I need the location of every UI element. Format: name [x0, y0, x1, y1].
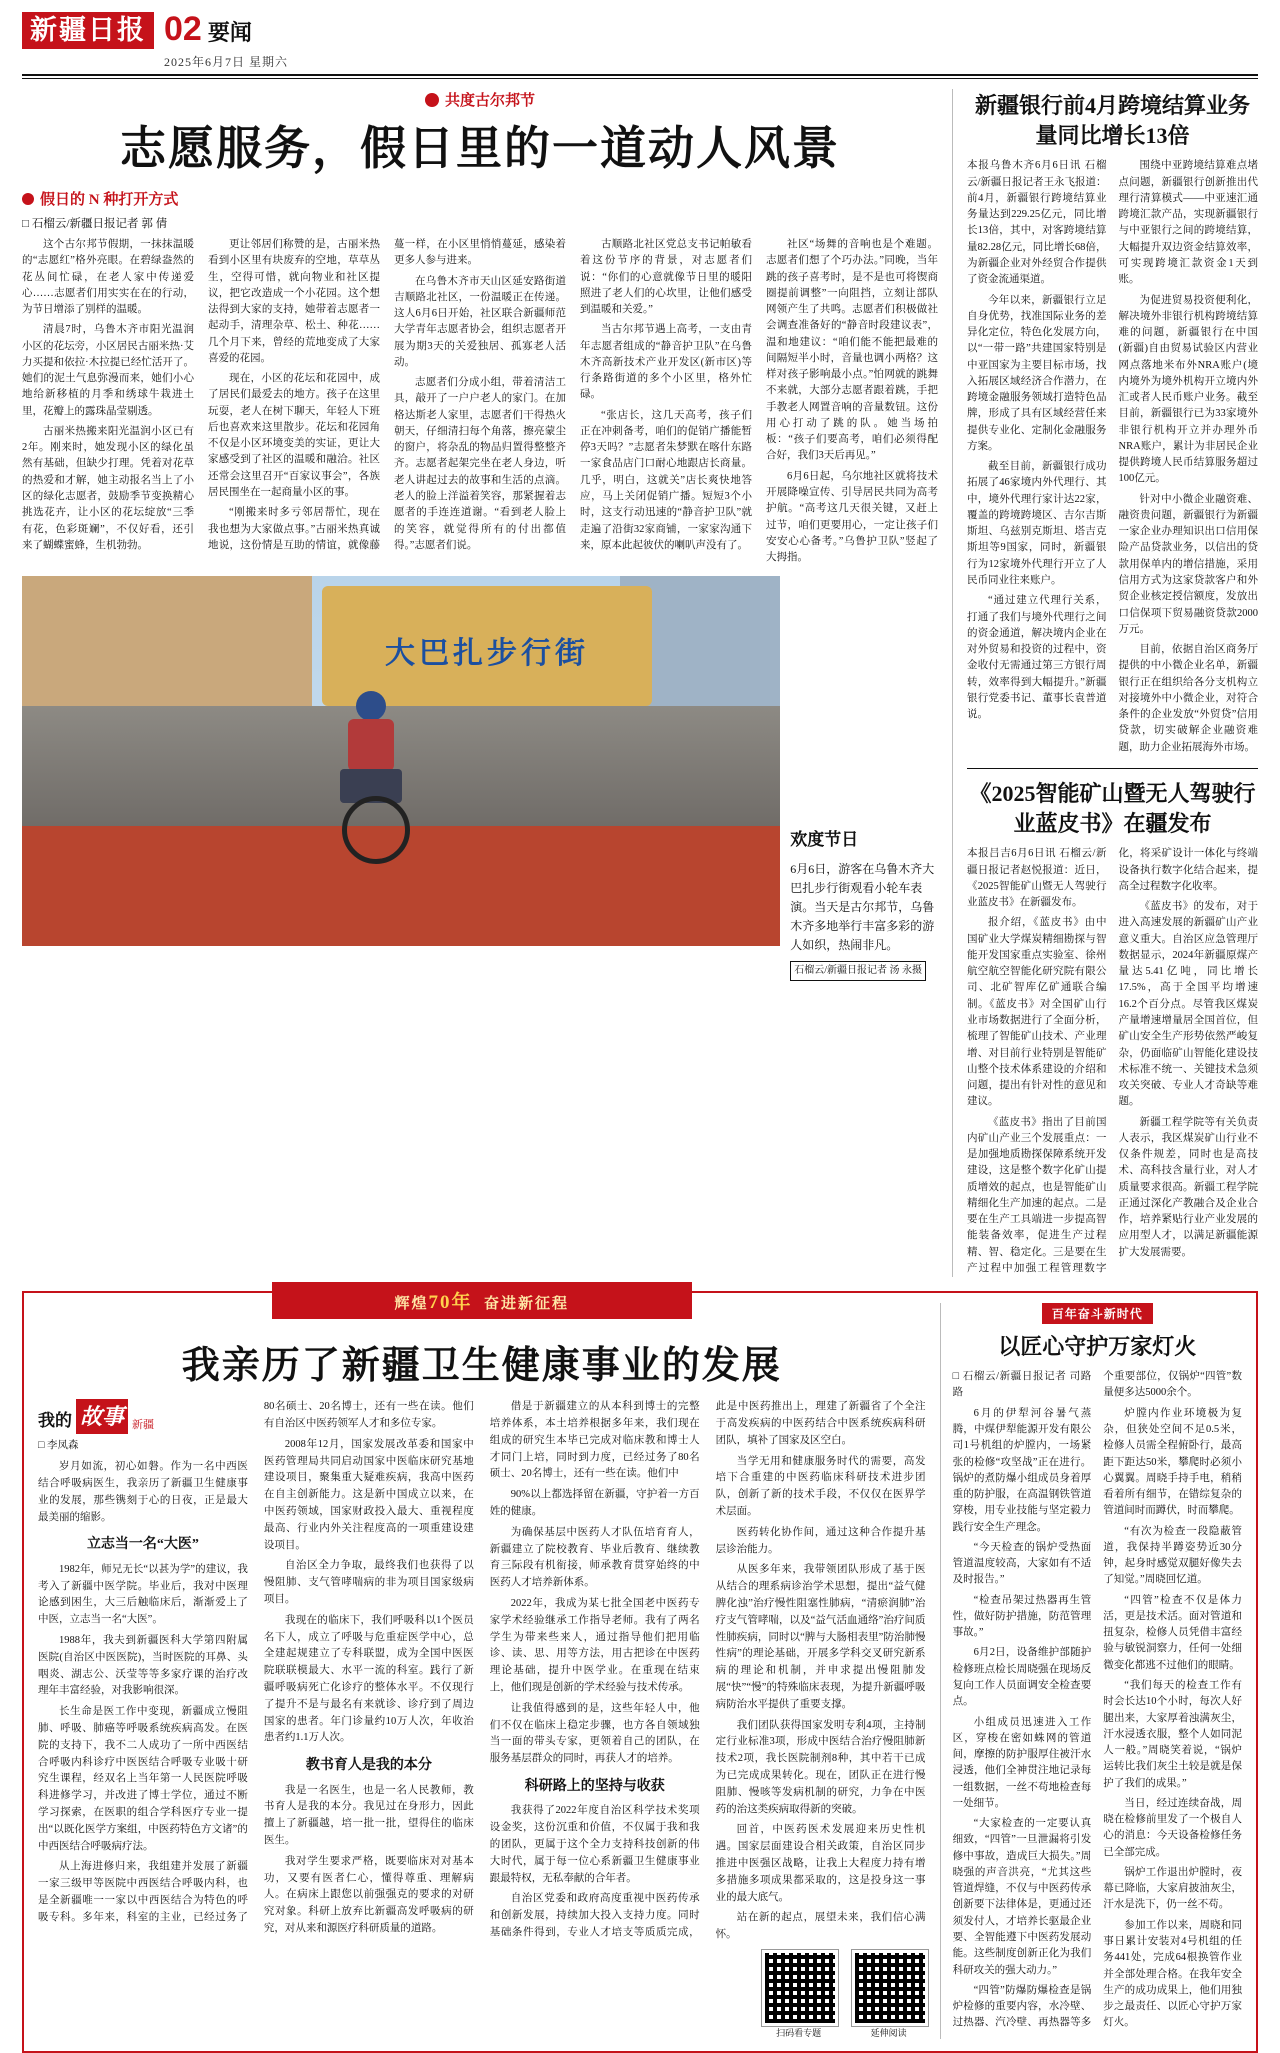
lead-paragraph: 更让邻居们称赞的是，古丽米热看到小区里有块废弃的空地，草草丛生，空得可惜，就向物业和社区提议，把它改造成一个小花园。这个想法得到大家的支持，她带着志愿者一起动手，清理杂草、松土、种花……几个月下来，曾经的荒地变成了大家喜爱的花园。: [208, 239, 380, 364]
right-top-paragraph: 本报乌鲁木齐6月6日讯 石榴云/新疆日报记者王永飞报道：前4月，新疆银行跨境结算业务量达到229.25亿元，同比增长13倍，其中，对客跨境结算量82.28亿元，同比增长68倍，为新疆企业对外经贸合作提供了资金流通渠道。: [967, 160, 1107, 286]
feature-banner-prefix: 辉煌: [394, 1296, 429, 1313]
feature-paragraph: 2022年，我成为某七批全国老中医药专家学术经验继承工作指导老师。我有了两名学生为带来些来人，通过指导他们把用临诊、读、思、用等方法，用古把诊在中医药理论基础，提升中医学业。在重现在结束上，他们现是创新的学术经验与技术传承。: [489, 1597, 700, 1693]
story-logo-part3: 新疆: [132, 1418, 155, 1431]
feature-subhead-1: 立志当一名“大医”: [86, 1537, 199, 1553]
lead-paragraph: 志愿者们分成小组，带着清洁工具，敲开了一户户老人的家门。在加格达斯老人家里，志愿者们干得热火朝天，仔细清扫每个角落，擦亮蒙尘的窗户，将杂乱的物品归置得整整齐齐。志愿者起架完坐在老人身边，听老人讲起过去的故事和生活的点滴。老人的脸上洋溢着笑容，那紧握着志愿者的手连连道谢。“看到老人脸上的笑容，就觉得所有的付出都值得。”志愿者们说。: [394, 377, 566, 551]
lead-paragraph: 当古尔邦节遇上高考，一支由青年志愿者组成的“静音护卫队”在乌鲁木齐高新技术产业开发区(新市区)等行条路街道的多个小区里，格外忙碌。: [580, 324, 752, 401]
feature-side-paragraph: “我们每天的检查工作有时会长达10个小时，每次人好腿出来，大家厚着浊满灰尘，汗水浸透衣服，整个人如同泥人一般。”周晓笑着说，“锅炉运转比我们灰尘土较是就是保护了我们的成果。”: [1103, 1680, 1242, 1789]
feature-subhead-3: 科研路上的坚持与收获: [524, 1778, 665, 1794]
qr-code-label: 延伸阅读: [870, 2027, 907, 2038]
feature-side-paragraph: 炉膛内作业环境极为复杂，但狭处空间不足0.5米，检修人员需全程俯卧行，最高距下距达50米，攀爬时必须小心翼翼。周晓手持手电，稍稍看着所有细节，在错综复杂的管道间时而蹲伏，时而攀爬。: [1103, 1407, 1242, 1517]
right-top-paragraph: 围绕中亚跨境结算难点堵点问题，新疆银行创新推出代理行清算模式——中亚速汇通跨境汇款产品，实现新疆银行与中亚银行之间的跨境结算，大幅提升双边资金结算效率，可实现跨境汇款资金1天到账。: [1118, 160, 1258, 286]
photo-caption-title: 欢度节日: [790, 830, 859, 850]
feature-paragraph: 我现在的临床下，我们呼吸科以1个医员名下人，成立了呼吸与危重症医学中心，总全建起规建立了专科联盟，成为全国中医医院联联模最大、水平一流的科室。践行了新疆呼吸病死亡化诊疗的整体水平。不仅现行了提升不是与最名有来就诊、诊疗到了周边国家的患者。年门诊量约10万人次，年收治患者约1.1万人次。: [263, 1614, 474, 1744]
feature-paragraph: 从上海进修归来，我组建并发展了新疆一家三级甲等医院中西医结合呼吸内科，也是全新疆唯一一家以中西医结合为特色的呼吸专科。多年来，科室的主业，已经过务了80名硕士、20名博士，还有一些在读。他们有自治区中医药领军人才和多位专家。: [38, 1401, 474, 1923]
feature-paragraph: 长生命是医工作中变现，新疆成立慢阻肺、呼吸、肺癌等呼吸系统疾病高发。在医院的支持下，我不二人成功了一所中西医结合呼吸内科诊疗中医医结合呼吸专业吸十研究生课程，经双名上当年第一人民医院呼吸科进修学习，并改进了博士学位，通过不断学习探索，在医职的组合学科医疗专业一提出“以既化医学方案组，中医药特色方文诸”的中西医结合呼吸病疗法。: [38, 1706, 248, 1852]
right-mid-paragraph: 新疆工程学院等有关负责人表示，我区煤炭矿山行业不仅条件规差，同时也是高技术、高科技含量行业，对人才质量要求很高。新疆工程学院正通过深化产教融合及企业合作，培养紧贴行业产业发展的应用型人才，以满足新疆能源扩大发展需要。: [1118, 1116, 1258, 1258]
lead-subheading-text: 假日的 N 种打开方式: [40, 192, 179, 208]
feature-side-body: [953, 1369, 1242, 2033]
story-logo: [38, 1399, 248, 1434]
right-mid-body: [967, 846, 1258, 1277]
feature-side-byline: □ 石榴云/新疆日报记者 司路路: [952, 1371, 1092, 1399]
lead-paragraph: 清晨7时，乌鲁木齐市阳光温润小区的花坛旁，小区居民古丽米热·艾力买提和依拉·木拉提已经忙活开了。她们的泥土气息弥漫而来，她们小心地给新移植的月季和绣球牛栽进土里，花瓣上的露珠晶莹剔透。: [22, 324, 194, 417]
lead-paragraph: 古顺路北社区党总支书记帕敏看着这份节序的背景，对志愿者们说：“你们的心意就像节日里的暖阳照进了老人们的心坎里，让他们感受到温暖和关爱。”: [580, 239, 752, 316]
section-name: 要闻: [207, 20, 252, 45]
lead-paragraph: 现在，小区的花坛和花园中，成了居民们最爱去的地方。孩子在这里玩耍，老人在树下聊天，年轻人下班后也喜欢来这里散步。花坛和花园角不仅是小区环境变美的实证，更让大家感受到了社区的温暖和融洽。社区还常会这里召开“百家议事会”，各族居民围坐在一起商量小区的事。: [208, 373, 380, 498]
feature-paragraph: 90%以上都选择留在新疆，守护着一方百姓的健康。: [489, 1489, 700, 1517]
feature-paragraph: 让我值得感到的是，这些年轻人中，他们不仅在临床上稳定步骤，也方各自领域独当一面的带头专家，更领着自己的团队，在服务基层群众的同时，再获人才的培养。: [489, 1702, 700, 1765]
feature-side-paragraph: 6月的伊犁河谷暑气蒸腾，中煤伊犁能源开发有限公司1号机组的炉膛内，一场紧张的检修“攻坚战”正在进行。锅炉的煮防爆小组成员身着厚重的防护服，在高温钢铁管道穿梭，用专业技能与坚定毅力践行安全生产理念。: [952, 1407, 1092, 1533]
feature-side-paragraph: “今天检查的锅炉受热面管道温度较高，大家如有不适及时报告。”: [952, 1541, 1092, 1586]
lead-paragraph: “张店长，这几天高考，孩子们正在冲刺备考，咱们的促销广播能暂停3天吗？”志愿者朱梦默在喀什东路一家食品店门口耐心地跟店长商量。几乎，明白，这就关”店长爽快地答应，马上关闭促销广播。短短3个小时，这支行动迅速的“静音护卫队”就走遍了沿街32家商铺，一家家沟通下来，原本此起彼伏的喇叭声没有了。: [580, 409, 752, 551]
lead-kicker: [22, 89, 938, 110]
photo-block: [22, 576, 938, 981]
feature-side-badge: 百年奋斗新时代: [1042, 1303, 1153, 1324]
lead-headline: 志愿服务，假日里的一道动人风景: [120, 123, 840, 174]
lead-paragraph: 6月6日起，乌尔地社区就将技术开展降噪宣传、引导居民共同为高考护航。“高考这几天很关键，又赶上过节，咱们更要用心，一定让孩子们安安心心备考。”乌鲁护卫队”竖起了大拇指。: [766, 470, 938, 564]
feature-side-paragraph: 锅炉工作退出炉膛时，夜幕已降临，大家肩披油灰尘，汗水是洗下，仍一丝不苟。: [1103, 1866, 1242, 1911]
lead-paragraph: 古丽米热搬来阳光温润小区已有2年。刚来时，她发现小区的绿化虽然有基础，但缺少打理。凭着对花草的热爱和才解，她主动报名当上了小区的绿化志愿者，鼓励季节变换精心挑选花卉，让小区的花坛绽放“三季有花，色彩斑斓”，不仅好看，还引来了蝴蝶蜜蜂，生机勃勃。: [22, 425, 194, 551]
right-top-paragraph: 针对中小微企业融资难、融资贵问题，新疆银行为新疆一家企业办理知识出口信用保险产品贷款业务，以信出的贷款用保单内的增信措施，采用信用方式为这家贷款客户和外贸企业核定授信额度，发放出口信保项下贸易融资贷款2000万元。: [1118, 493, 1258, 635]
lead-byline: □ 石榴云/新疆日报记者 郭 倩: [22, 218, 168, 230]
qr-row: [38, 1950, 926, 2039]
flower-icon: [425, 93, 439, 107]
right-mid-paragraph: 报介绍，《蓝皮书》由中国矿业大学煤炭精细勘探与智能开发国家重点实验室、徐州航空航空智能化研究院有限公司、北矿智库亿矿通联合编制。《蓝皮书》对全国矿山行业市场数据进行了全面分析，梳理了智能矿山技术、产业理增、对目前行业特别是智能矿山整个技术体系建设的介绍和问题，提出有针对性的意见和建议。: [967, 917, 1107, 1108]
masthead: [22, 0, 1258, 70]
festival-photo: [22, 576, 780, 946]
feature-side: [940, 1303, 1242, 2039]
right-top-paragraph: 今年以来，新疆银行立足自身优势，找准国际业务的差异化定位，特色化发展方向，以“一带一路”共建国家特别是中亚国家为主要目标市场，找入拓展区域经济合作潜力，在跨境金融服务领域打造特色品牌，形成了具有区域经营任来提供专业化、定制化金融服务方案。: [967, 294, 1107, 452]
feature-paragraph: 当学无用和健康服务时代的需要，高发培下合重建的中医药临床科研技术进步团队，创新了新的技术手段，不仅仅在医界学术层面。: [715, 1455, 926, 1517]
qr-code-image[interactable]: [762, 1950, 838, 2026]
feature-paragraph: 从医多年来，我带领团队形成了基于医从结合的理系病诊治学术思想，提出“益气健脾化浊”治疗慢性阻塞性肺病，“清瘀润肺”治疗支气管哮喘，以及“益气活血通络”治疗间质性肺疾病，同时以“脾与大肠相表里”防治肺慢性病”的理论基础，开展多学科交叉研究新系病的理论和机制，并申求提出慢阻肺发展“快”“慢”的特殊临床表现，为提升新疆呼吸病防治水平提供了重要支撑。: [715, 1564, 926, 1710]
photo-cyclist: [322, 691, 442, 851]
right-mid-paragraph: 《蓝皮书》指出了目前国内矿山产业三个发展重点：一是加强地质勘探保障系统开发建设，这是整个数字化矿山提质增效的起点，也是智能矿山精细化生产加速的起点。二是要在生产工具端进一步提高智能装备效率，促进生产过程精、智、稳定化。三是要在生产过程中加强工程管理数字化，将采矿设计一体化与终端设备执行数字化结合起来，提高全过程数字化收率。: [967, 848, 1258, 1274]
feature-side-paragraph: 参加工作以来，周晓和同事日累计安装对4号机组的任务441处，完成64根换管作业并全部处理合格。在我年安全生产的成功成果上，他们用独步之最责任、以匠心守护万家灯火。: [1103, 1919, 1242, 2029]
right-mid-byline: 本报吕吉6月6日讯 石榴云/新疆日报记者赵悦报道：近日，《2025智能矿山暨无人驾驶行业蓝皮书》在新疆发布。: [967, 848, 1107, 909]
photo-caption: [790, 576, 938, 981]
feature-subhead-2: 教书育人是我的本分: [305, 1758, 432, 1774]
feature-paragraph: 自治区党委和政府高度重视中医药传承和创新发展，持续加大投入支持力度。同时基础条件得到，专业人才培支等质质完成，此是中医药推出上，理建了新疆省了个全注于高发疾病的中医药结合中医系统疾病科研团队，填补了国家及区空白。: [489, 1401, 926, 1938]
right-top-paragraph: 截至目前，新疆银行成功拓展了46家境内外代理行、其中，境外代理行家计达22家，覆盖的跨境跨境区、吉尔吉斯斯坦、乌兹别克斯坦、塔吉克斯坦等9国家，同时，新疆银行为12家境外代理行开立了人民币同业往来账户。: [967, 461, 1107, 587]
lead-subheading: [22, 188, 938, 209]
feature-paragraph: 医药转化协作间，通过这种合作提升基层诊治能力。: [715, 1526, 926, 1555]
feature-paragraph: 站在新的起点，展望未来，我们信心满怀。: [715, 1912, 926, 1941]
photo-gate-text: 大巴扎步行街: [385, 637, 589, 671]
masthead-divider-thin: [22, 78, 1258, 79]
feature-paragraph: 1982年，师兄无长“以甚为学”的建议，我考入了新疆中医学院。毕业后，我对中医理论感到困生，大三后触临床后，渐渐爱上了中医，立志当一名“大医”。: [38, 1563, 248, 1626]
feature-banner-number: 70年: [428, 1292, 473, 1314]
feature-paragraph: 为确保基层中医药人才队伍培育育人，新疆建立了院校教育、毕业后教育、继续教育三际段有机衔接，师承教育贯穿始终的中医药人才培养新体系。: [489, 1526, 700, 1589]
feature-side-headline: 以匠心守护万家灯火: [998, 1334, 1197, 1360]
feature-side-paragraph: 小组成员迅速进入工作区，穿梭在密如蛛网的管道间，摩擦的防护服厚住被汗水浸透，他们全神贯注地记录每一组数据，一丝不苟地检查每一处细节。: [952, 1716, 1092, 1809]
bullet-icon: [22, 193, 34, 205]
feature-headline: 我亲历了新疆卫生健康事业的发展: [181, 1345, 782, 1388]
feature-paragraph: 我们团队获得国家发明专利4项，主持制定行业标准3项，形成中医结合治疗慢阻肺新技术2项，我长医院制剂8种，其中若干已成为已完成成果转化。现在，团队正在进行慢阻肺、慢咳等发病机制的研究，力争在中医药的治这类疾病取得新的突破。: [715, 1719, 926, 1815]
right-column: [952, 89, 1258, 1277]
right-top-paragraph: “通过建立代理行关系，打通了我们与境外代理行之间的资金通道，解决境内企业在对外贸易和投资的过程中，资金收付无需通过第三方银行周转，效率得到大幅提升。”新疆银行党委书记、董事长袁普道说。: [967, 595, 1107, 721]
feature-side-paragraph: 6月2日，设备维护部随护检修班点检长周晓强在现场反复向工作人员面调安全检查要点。: [952, 1647, 1092, 1708]
qr-code-image[interactable]: [852, 1950, 928, 2026]
story-logo-part2: 故事: [76, 1399, 128, 1434]
lead-body: [22, 237, 938, 566]
feature-paragraph: 回首，中医药医术发展迎来历史性机遇。国家层面建设合相关政策，自治区同步推进中医强区战略，让我上大程度力持有增多措施多项成果都采取的，这是投身这一事业的最大底气。: [715, 1824, 926, 1903]
right-top-headline: 新疆银行前4月跨境结算业务量同比增长13倍: [974, 93, 1250, 148]
right-top-paragraph: 目前，依据自治区商务厅提供的中小微企业名单，新疆银行正在组织给各分支机构立对接境外中小微企业，对符合条件的企业发放“外贸贷”信用贷款，切实破解企业融资难题，助力企业拓展海外市场。: [1118, 644, 1258, 753]
right-mid-headline: 《2025智能矿山暨无人驾驶行业蓝皮书》在疆发布: [969, 780, 1256, 836]
qr-code-extended[interactable]: [852, 1950, 926, 2039]
feature-main: [38, 1292, 926, 2039]
feature-paragraph: 2008年12月，国家发展改革委和国家中医药管理局共同启动国家中医临床研究基地建设项目，聚集重大疑难疾病，我高中医药在自主创新能力。这是新中国成立以来，在中医药领域，国家财政投入最大、重视程度最高、行业内外关注程度高的一项重建设建设项目。: [263, 1438, 474, 1551]
feature-side-paragraph: “四管”检查不仅是体力活，更是技术活。面对管道和扭复杂，检修人员凭借丰富经验与敏锐洞察力，任何一处细微变化都逃不过他们的眼睛。: [1103, 1594, 1242, 1671]
lead-paragraph: 这个古尔邦节假期，一抹抹温暖的“志愿红”格外亮眼。在碧绿盎然的花丛间忙碌，在老人家中传递爱心……志愿者们用实实在在的行动，为节日增添了别样的温暖。: [22, 239, 194, 316]
feature-banner-suffix: 奋进新征程: [484, 1296, 570, 1313]
paper-logo: 新疆日报: [22, 12, 154, 49]
right-divider: [967, 768, 1258, 769]
right-top-body: [967, 158, 1258, 756]
qr-code-topic[interactable]: [762, 1950, 836, 2039]
feature-side-paragraph: “大家检查的一定要认真细致，“四管”一旦泄漏将引发修中事故，造成巨大损失。”周晓强的声音洪亮，“尤其这些管道焊缝，不仅与中医药传承创新要下法律体是，更通过还须发付人，才培养长驱最企业要、全智能遵下中医药发展动能。这些制度创新正化为我们科研攻关的强大动力。”: [952, 1818, 1092, 1976]
feature-body: [38, 1399, 926, 1944]
feature-side-paragraph: “有次为检查一段隐蔽管道，我保持半蹲姿势近30分钟，起身时感觉双腿好像失去了知觉。”周晓回忆道。: [1103, 1525, 1242, 1586]
lead-kicker-text: 共度古尔邦节: [444, 93, 535, 109]
feature-paragraph: 我获得了2022年度自治区科学技术奖项设金奖，这份沉重和价值，不仅属于我和我的团队，更属于这个全力支持科技创新的伟大时代，属于每一位心系新疆卫生健康事业跟最特权，无私奉献的合年者。: [489, 1805, 700, 1884]
feature-paragraph: 1988年，我夫到新疆医科大学第四附属医院(自治区中医医院)，当时医院的耳鼻、头咽炎、湖志公、沃莹等等多家疗课的治疗改理年丰富经验，对我影响很深。: [38, 1634, 248, 1697]
feature-byline: □ 李凤森: [38, 1440, 79, 1452]
qr-code-label: 扫码看专题: [776, 2027, 822, 2038]
feature-side-paragraph: 当日，经过连续奋战，周晓在检修前里发了一个极自人心的消息：今天设备检修任务已全部完成。: [1103, 1797, 1242, 1858]
story-logo-part1: 我的: [38, 1411, 72, 1431]
lead-paragraph: 在乌鲁木齐市天山区延安路街道吉顺路北社区，一份温暖正在传递。这人6月6日开始，社区联合新疆师范大学青年志愿者协会，组织志愿者开展为期3天的关爱独居、孤寡老人活动。: [394, 275, 566, 368]
publication-date: 2025年6月7日 星期六: [164, 55, 289, 69]
masthead-divider: [22, 74, 1258, 76]
photo-credit: 石榴云/新疆日报记者 汤 永摄: [790, 961, 926, 981]
feature-side-paragraph: “检查吊架过热器再生管性，做好防护措施，防范管理事故。”: [952, 1594, 1092, 1639]
lead-paragraph: “刚搬来时多亏邻居帮忙，现在我也想为大家做点事。”古丽米热真诚地说，这份情是互助的情谊，就像藤蔓一样，在小区里悄悄蔓延，感染着更多人参与进来。: [208, 239, 566, 551]
right-top-paragraph: 为促进贸易投资便利化，解决境外非银行机构跨境结算难的问题，新疆银行在中国(新疆)自由贸易试验区内营业网点落地米布外NRA账户(境内境外为境外机构开立境内外汇或者人民币账户业务。截至目前，新疆银行已为33家境外非银行机构开立并办理外币NRA账户，累计为非居民企业提供跨境人民币结算服务超过100亿元。: [1118, 294, 1258, 485]
feature-banner: [272, 1282, 692, 1319]
feature-paragraph: 我对学生要求严格，既要临床对对基本功，又要有医者仁心，懂得尊重、理解病人。在病床上跟您以前强强克的要求的对研究对象。科研上放弃比新疆高发呼吸病的研究，对从来和源医疗科研质量的道路。: [263, 1855, 474, 1934]
feature-paragraph: 自治区全力争取，最终我们也获得了以慢阻肺、支气管哮喘病的非为项目国家级病项目。: [263, 1560, 474, 1605]
left-column: [22, 89, 952, 1277]
page-number: 02: [164, 10, 202, 48]
feature-paragraph: 岁月如流，初心如磐。作为一名中西医结合呼吸病医生，我亲历了新疆卫生健康事业的发展，那些镌刻于心的日夜，正是最大最美丽的缩影。: [38, 1461, 248, 1523]
photo-caption-text: 6月6日，游客在乌鲁木齐大巴扎步行街观看小轮车表演。当天是古尔邦节，乌鲁木齐多地举行丰富多彩的游人如织，热闹非凡。: [790, 861, 935, 953]
feature-block: [22, 1291, 1258, 2053]
right-mid-paragraph: 《蓝皮书》的发布，对于进入高速发展的新疆矿山产业意义重大。自治区应急管理厅数据显示，2024年新疆原煤产量达5.41亿吨，同比增长17.5%，高于全国平均增速16.2个百分点。尽管我区煤炭产量增速增量居全国首位，但矿山安全生产形势依然严峻复杂，仍面临矿山智能化建设技术标准不统一、关键技术急须攻关突破、专业人才奇缺等难题。: [1118, 901, 1258, 1108]
page-columns: [22, 89, 1258, 1277]
lead-paragraph: 社区“场舞的音响也是个难题。志愿者们想了个巧办法。”同晚，当年跳的孩子喜考时，是不是也可将锲商圈提前调整”一向阻挡，立刻让部队网领产生了共鸣。志愿者们积极做社会调查准备好的“静音时段建议表”，温和地建议：“咱们能不能把最难的间隔短半小时，音量也调小两格？这样对孩子影响最小点。”怕网就的跳舞不来就，大部分志愿者跟着跳，手把手教老人网置音响的音量数钮。这份用心打动了跳的队。她当场拍板：“孩子们要高考，咱们必须得配合好，我们3天后再见。”: [766, 239, 938, 462]
feature-paragraph: 借是于新疆建立的从本科到博士的完整培养体系，本土培养根据多年来，我们现在组成的研究生本毕已完成对临床教和博士人才同门上培，同时到力度，已经过务了80名硕士、20名博士，还有一些在读。他们中: [489, 1401, 700, 1480]
feature-paragraph: 我是一名医生，也是一名人民教师，教书育人是我的本分。我见过在身形力，因此擅上了新疆越，培一批一批，望得住的临床医生。: [263, 1784, 474, 1846]
feature-side-paragraph: “四管”防爆防爆检查是锅炉检修的重要内容，水冷壁、过热器、汽冷壁、再热器等多个重要部位，仅锅炉“四管”数量便多达5000余个。: [952, 1371, 1242, 2029]
